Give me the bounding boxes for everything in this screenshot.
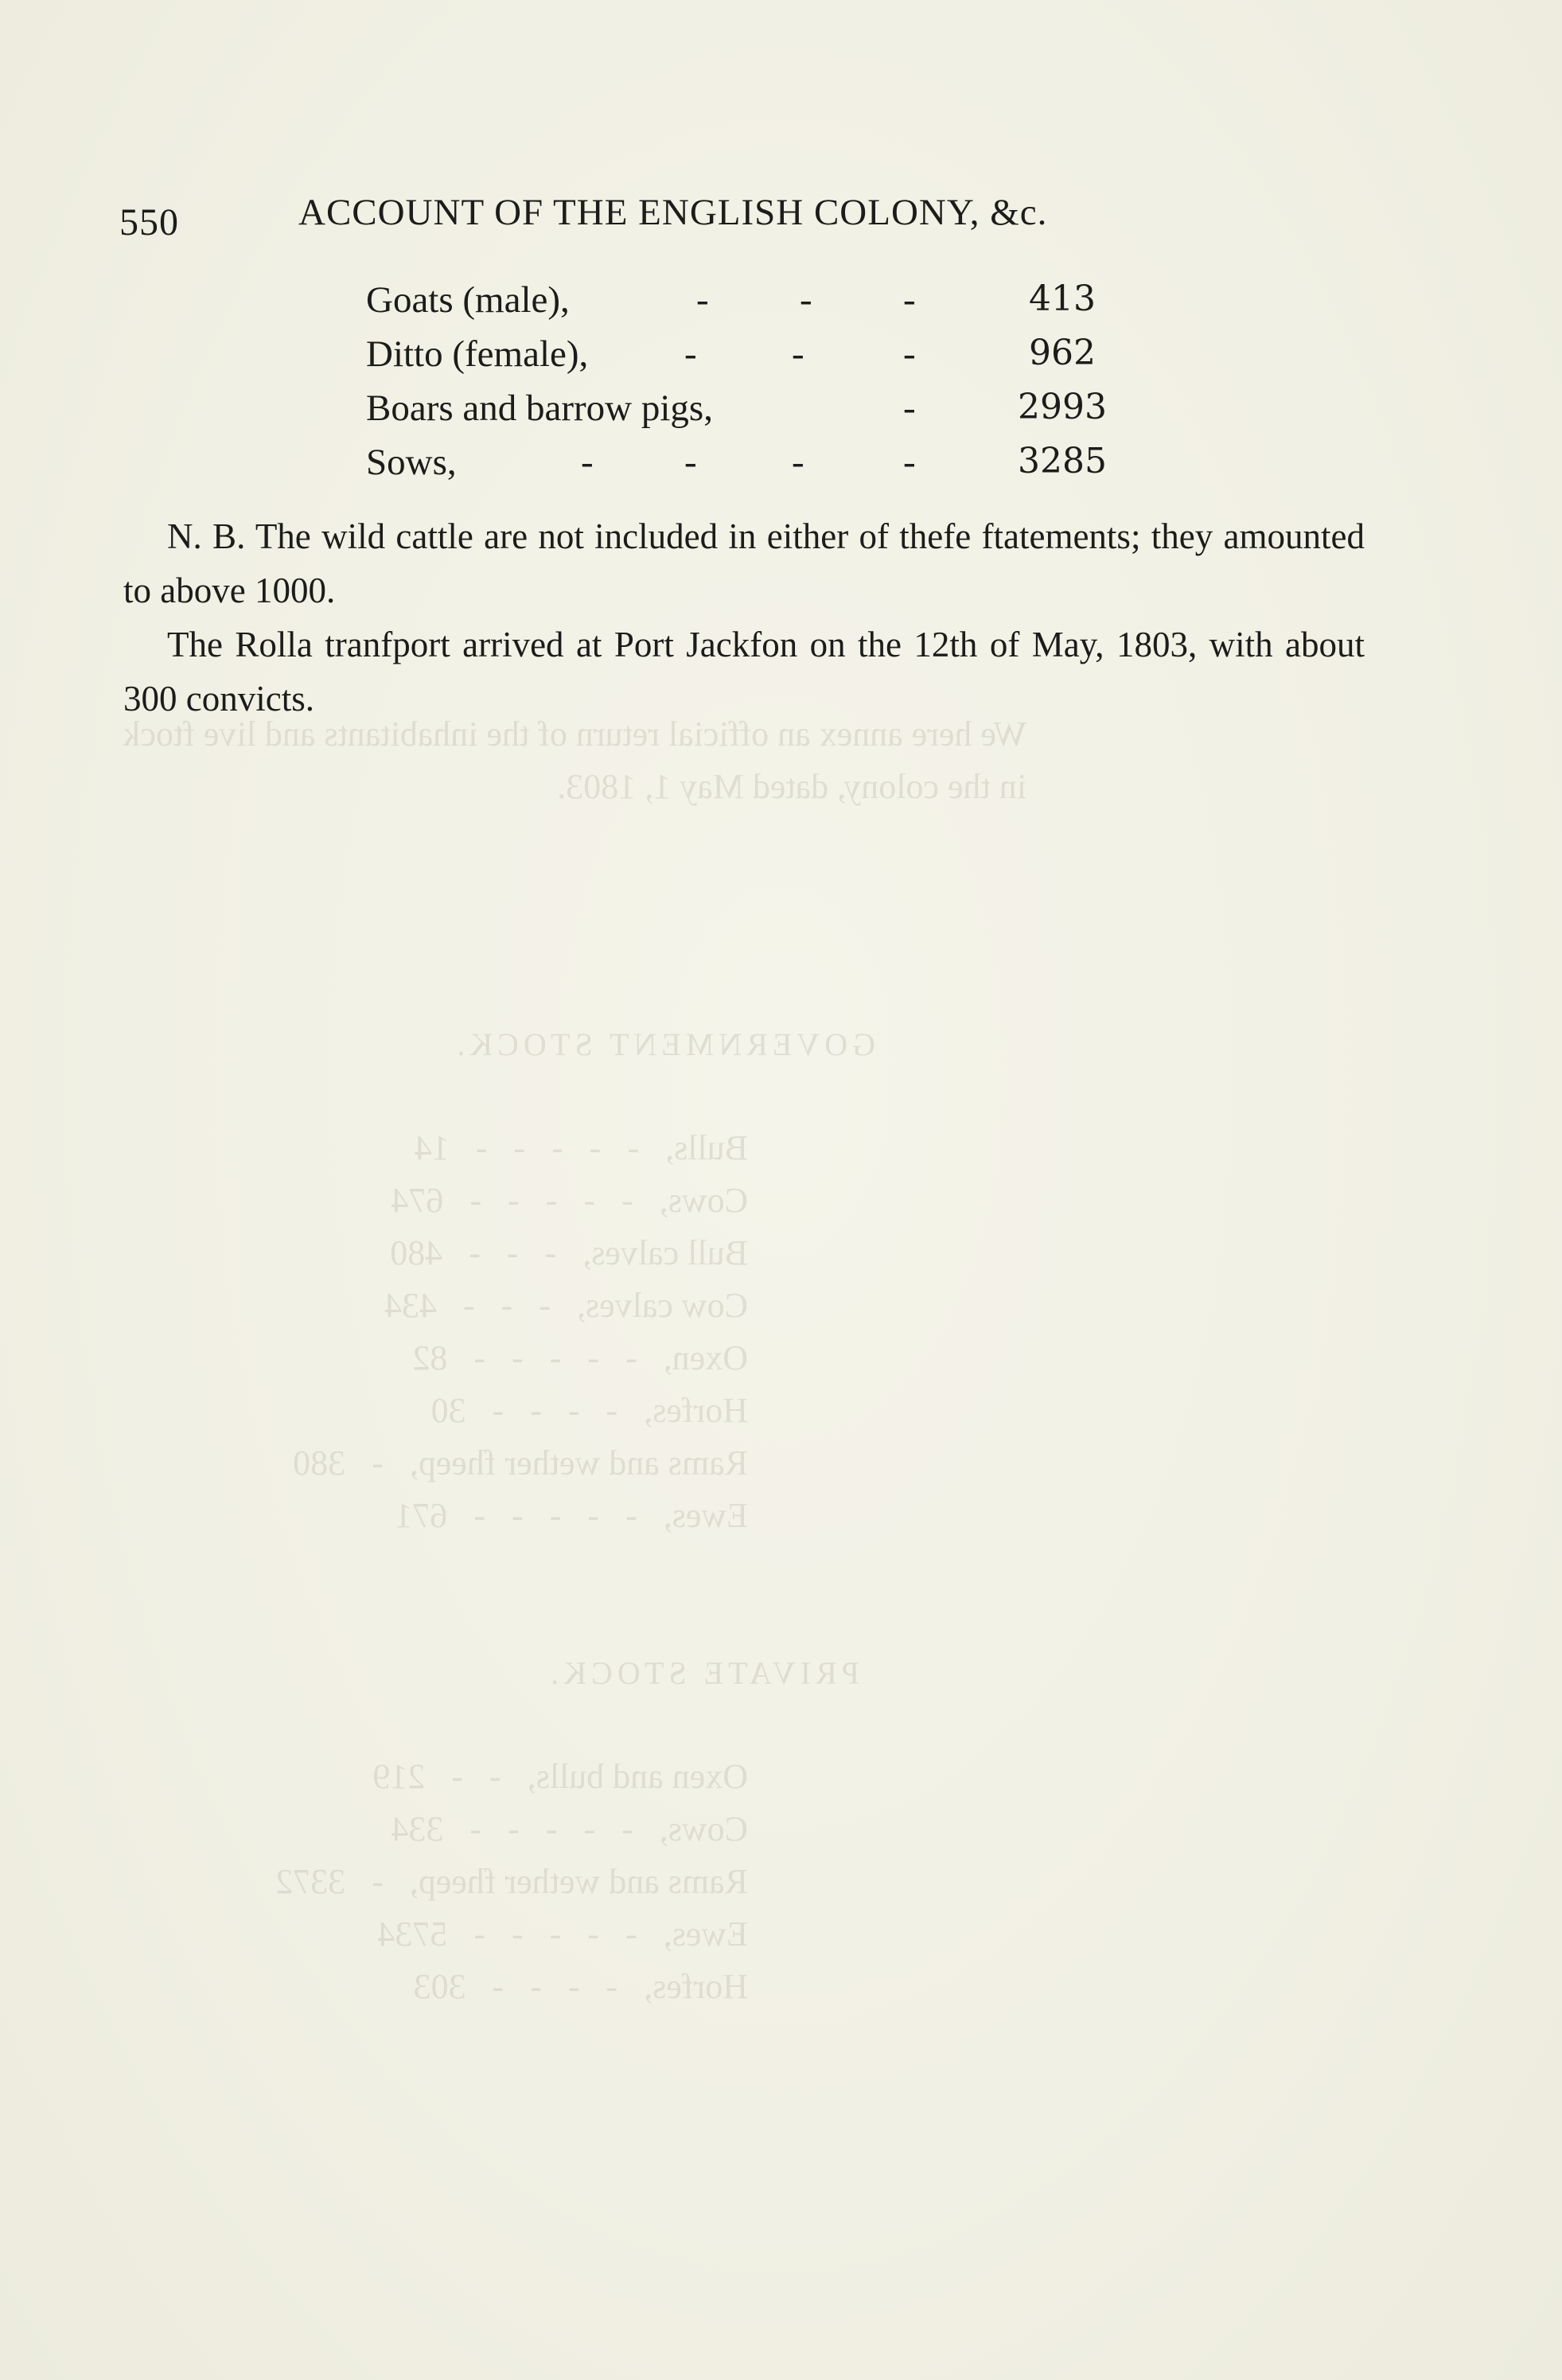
paragraph-rolla-transport: The Rolla tranfport arrived at Port Jackfon on the 12th of May, 1803, with about 300 convicts. — [123, 625, 1365, 719]
livestock-count: 2993 — [1018, 387, 1107, 427]
paragraph-note: N. B. The wild cattle are not included in either of thefe ftatements; they amounted to above 1000. — [123, 516, 1365, 610]
leader-dashes: - - - — [696, 279, 916, 321]
livestock-count: 413 — [1029, 279, 1096, 319]
leader-dashes: - - - - — [581, 442, 916, 483]
running-head-title: ACCOUNT OF THE ENGLISH COLONY, &c. — [298, 192, 1048, 233]
running-head — [119, 191, 1432, 247]
livestock-count: 3285 — [1018, 441, 1107, 481]
livestock-label: Goats (male), — [366, 279, 570, 321]
livestock-table — [366, 279, 1114, 495]
livestock-count: 962 — [1029, 333, 1096, 373]
livestock-label: Boars and barrow pigs, — [366, 388, 713, 429]
table-row — [366, 441, 1114, 495]
table-row — [366, 387, 1114, 441]
table-row — [366, 333, 1114, 387]
livestock-label: Ditto (female), — [366, 333, 589, 375]
leader-dashes: - - - — [684, 333, 916, 375]
livestock-label: Sows, — [366, 442, 457, 483]
body-text — [123, 509, 1365, 726]
leader-dashes: - — [903, 388, 916, 429]
page-number: 550 — [119, 201, 179, 243]
table-row — [366, 279, 1114, 333]
bleed-through-reverse-text: We here annex an official return of the inhabitants and live ftock in the colony, dated May 1, 1803. GOVERNMENT STOCK. Bulls, - - - - - 14 Cows, - - - - - 674 Bull calves, - - - 480 Cow calves, - - - 434 Oxen, - - - - - 82 Horfes, - - - - 30 Rams and wether fheep, - 380 Ewes, - - - - - 671 PRIVATE STOCK. Oxen and bulls, - - 219 Cows, - - - - - 334 Rams and wether fheep, - 3372 Ewes, - - - - - 5734 Horfes, - - - - 303 — [123, 715, 1026, 2006]
